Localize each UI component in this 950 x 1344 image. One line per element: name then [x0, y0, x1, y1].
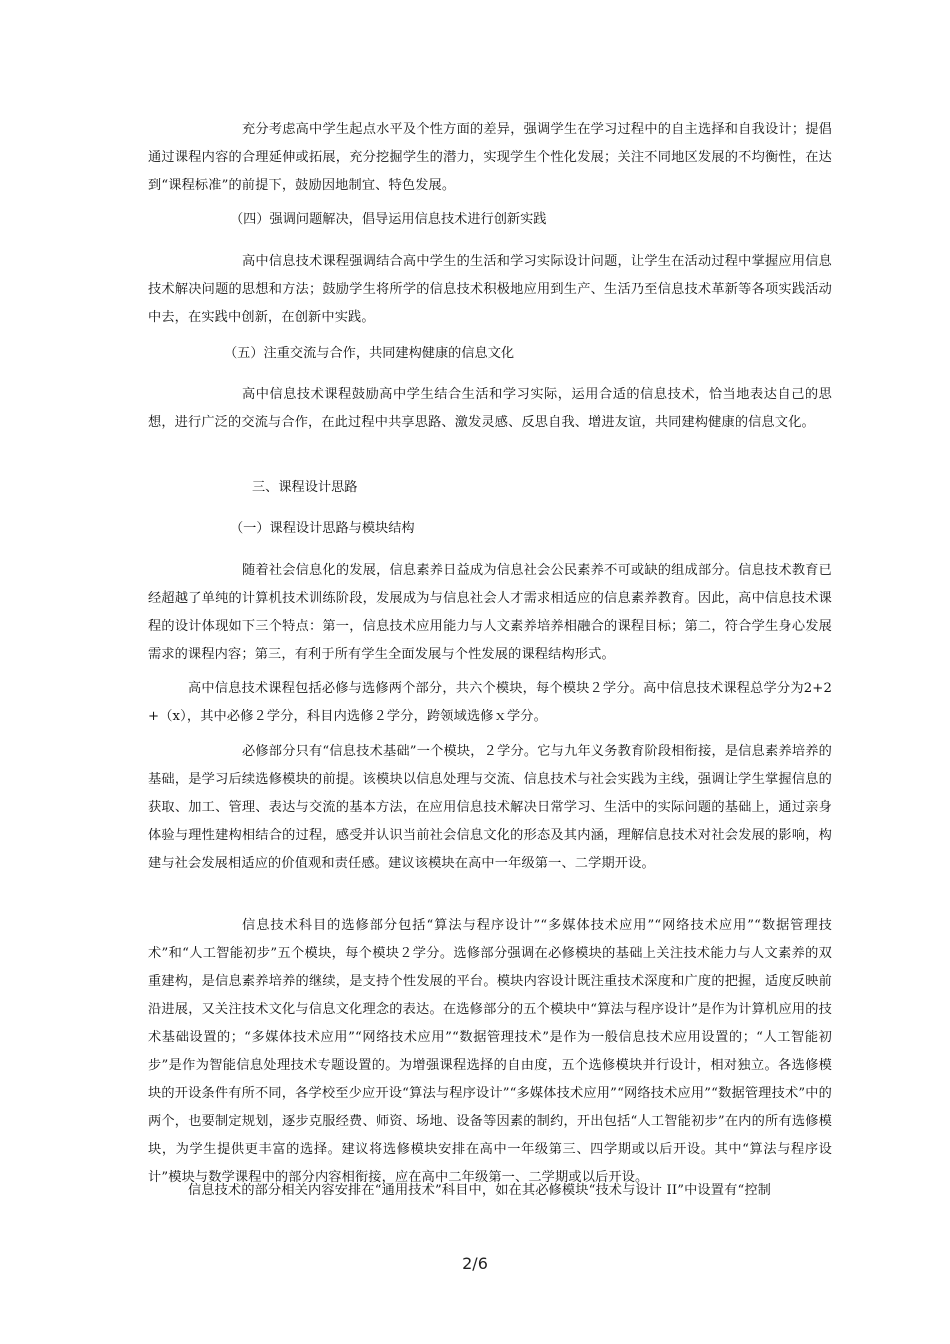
heading-communication-cooperation: （五）注重交流与合作，共同建构健康的信息文化 — [224, 346, 515, 361]
paragraph-individual-differences: 充分考虑高中学生起点水平及个性方面的差异，强调学生在学习过程中的自主选择和自我设计；提倡通过课程内容的合理延伸或拓展，充分挖掘学生的潜力，实现学生个性化发展；关注不同地区发展的不均衡性，在达到“课程标准”的前提下，鼓励因地制宜、特色发展。 — [148, 122, 832, 193]
paragraph-information-literacy: 随着社会信息化的发展，信息素养日益成为信息社会公民素养不可或缺的组成部分。信息技术教育已经超越了单纯的计算机技术训练阶段，发展成为与信息社会人才需求相适应的信息素养教育。因此，高中信息技术课程的设计体现如下三个特点：第一，信息技术应用能力与人文素养培养相融合的课程目标；第二，符合学生身心发展需求的课程内容；第三，有利于所有学生全面发展与个性发展的课程结构形式。 — [148, 563, 832, 662]
paragraph-course-credits: 高中信息技术课程包括必修与选修两个部分，共六个模块，每个模块２学分。高中信息技术课程总学分为2+2+（x），其中必修２学分，科目内选修２学分，跨领域选修ｘ学分。 — [148, 681, 832, 724]
paragraph-required-module: 必修部分只有“信息技术基础”一个模块，２学分。它与九年义务教育阶段相衔接，是信息素养培养的基础，是学习后续选修模块的前提。该模块以信息处理与交流、信息技术与社会实践为主线，强调让学生掌握信息的获取、加工、管理、表达与交流的基本方法，在应用信息技术解决日常学习、生活中的实际问题的基础上，通过亲身体验与理性建构相结合的过程，感受并认识当前社会信息文化的形态及其内涵，理解信息技术对社会发展的影响，构建与社会发展相适应的价值观和责任感。建议该模块在高中一年级第一、二学期开设。 — [148, 744, 832, 871]
heading-section-three: 三、课程设计思路 — [252, 480, 358, 495]
paragraph-general-technology: 信息技术的部分相关内容安排在“通用技术”科目中，如在其必修模块“技术与设计 II”中设置有“控制 — [188, 1183, 772, 1198]
heading-module-structure: （一）课程设计思路与模块结构 — [230, 521, 415, 536]
heading-problem-solving: （四）强调问题解决，倡导运用信息技术进行创新实践 — [230, 212, 547, 227]
paragraph-problem-solving: 高中信息技术课程强调结合高中学生的生活和学习实际设计问题，让学生在活动过程中掌握应用信息技术解决问题的思想和方法；鼓励学生将所学的信息技术积极地应用到生产、生活乃至信息技术革新等各项实践活动中去，在实践中创新，在创新中实践。 — [148, 254, 832, 325]
page-number: 2/6 — [462, 1254, 488, 1273]
paragraph-communication-cooperation: 高中信息技术课程鼓励高中学生结合生活和学习实际，运用合适的信息技术，恰当地表达自己的思想，进行广泛的交流与合作，在此过程中共享思路、激发灵感、反思自我、增进友谊，共同建构健康的信息文化。 — [148, 387, 832, 430]
paragraph-elective-modules: 信息技术科目的选修部分包括“算法与程序设计”“多媒体技术应用”“网络技术应用”“数据管理技术”和“人工智能初步”五个模块，每个模块２学分。选修部分强调在必修模块的基础上关注技术能力与人文素养的双重建构，是信息素养培养的继续，是支持个性发展的平台。模块内容设计既注重技术深度和广度的把握，适度反映前沿进展，又关注技术文化与信息文化理念的表达。在选修部分的五个模块中“算法与程序设计”是作为计算机应用的技术基础设置的；“多媒体技术应用”“网络技术应用”“数据管理技术”是作为一般信息技术应用设置的；“人工智能初步”是作为智能信息处理技术专题设置的。为增强课程选择的自由度，五个选修模块并行设计，相对独立。各选修模块的开设条件有所不同，各学校至少应开设“算法与程序设计”“多媒体技术应用”“网络技术应用”“数据管理技术”中的两个，也要制定规划，逐步克服经费、师资、场地、设备等因素的制约，开出包括“人工智能初步”在内的所有选修模块，为学生提供更丰富的选择。建议将选修模块安排在高中一年级第三、四学期或以后开设。其中“算法与程序设计”模块与数学课程中的部分内容相衔接，应在高中二年级第一、二学期或以后开设。 — [148, 918, 832, 1185]
